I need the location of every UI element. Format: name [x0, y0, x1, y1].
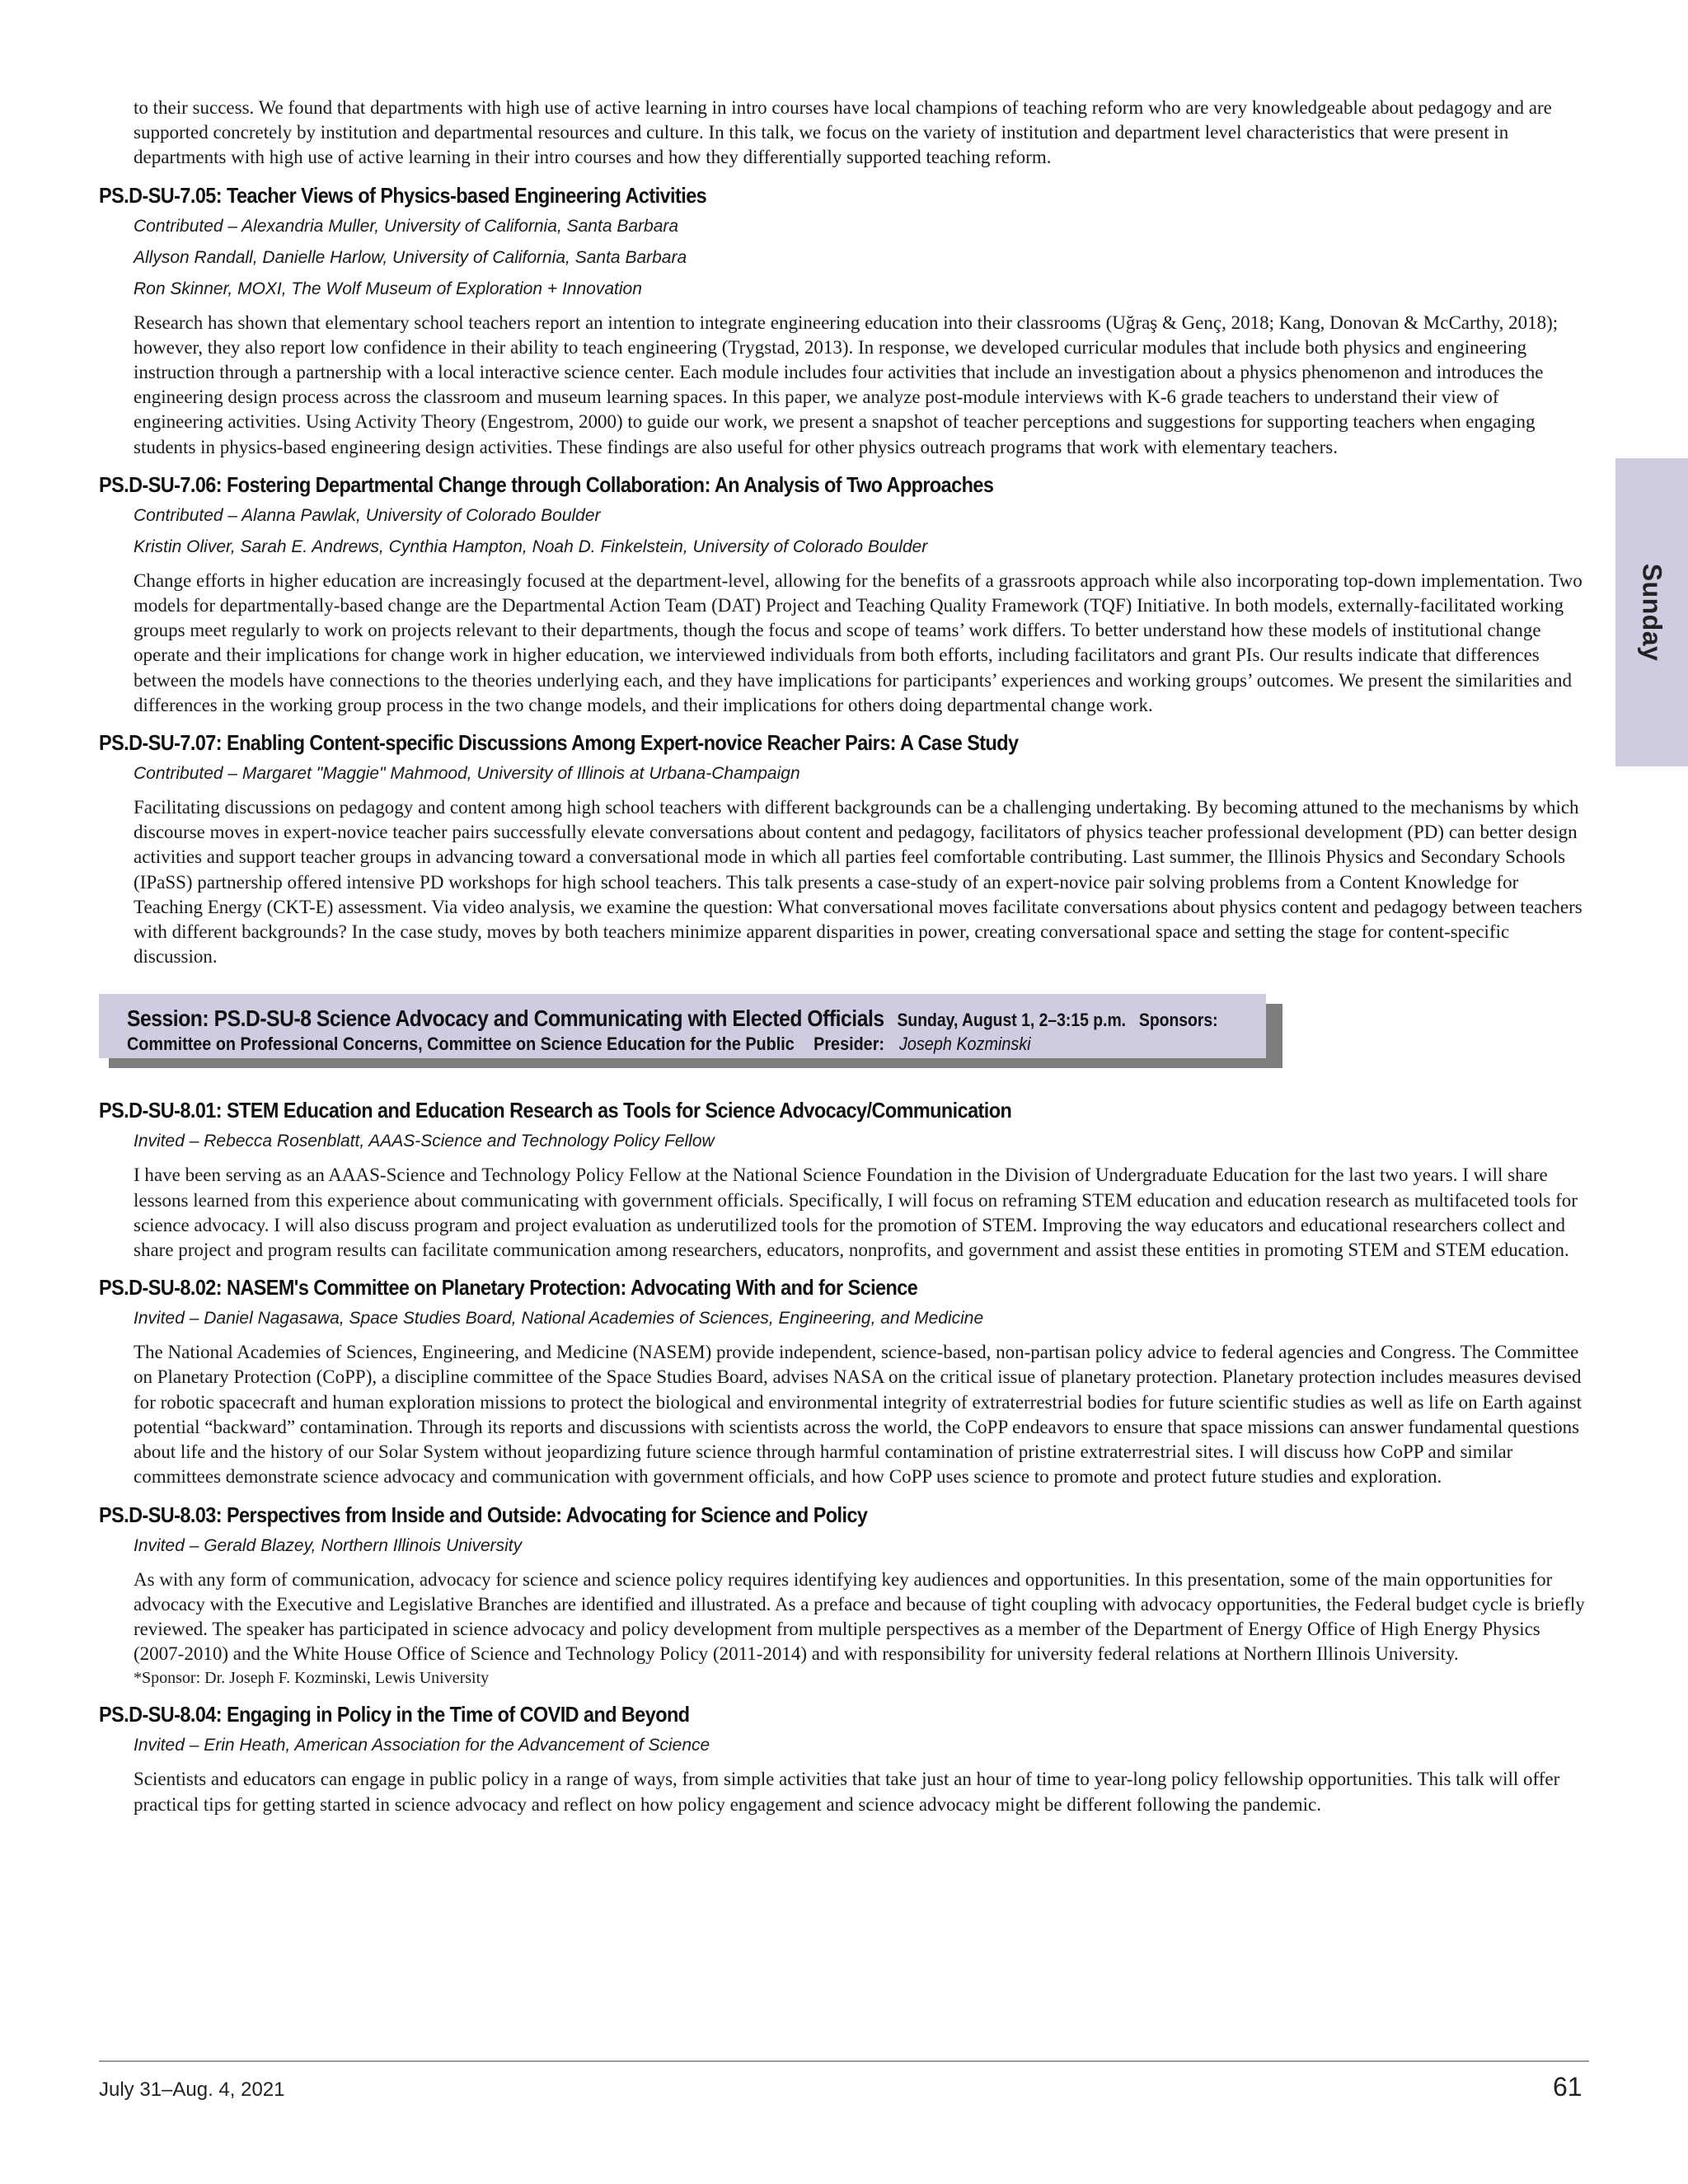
talk-author: Invited – Gerald Blazey, Northern Illinois University — [134, 1535, 523, 1555]
talk-entry — [99, 183, 1591, 460]
talk-abstract: The National Academies of Sciences, Engineering, and Medicine (NASEM) provide independent, science-based, non-partisan policy advice to federal agencies and Congress. The Committee on Planetary Protection (CoPP), a discipline committee of the Space Studies Board, advises NASA on the critical issue of planetary protection. Planetary protection includes measures devised for robotic spacecraft and human exploration missions to protect the biological and environmental integrity of extraterrestrial bodies for future scientific studies as well as life on Earth against potential “backward” contamination. Through its reports and discussions with scientists across the world, the CoPP endeavors to ensure that space missions can answer fundamental questions about life and the history of our Solar System without jeopardizing future science through harmful contamination of pristine extraterrestrial sites. I will discuss how CoPP and similar committees demonstrate science advocacy and communication with government officials, and how CoPP uses science to promote and protect future studies and exploration. — [134, 1342, 1582, 1488]
talk-title: PS.D-SU-8.02: NASEM's Committee on Planetary Protection: Advocating With and for Science — [99, 1275, 918, 1301]
session-sponsors: Committee on Professional Concerns, Committee on Science Education for the Public — [127, 1033, 795, 1055]
session-title: Session: PS.D-SU-8 Science Advocacy and Communicating with Elected Officials — [127, 1005, 884, 1032]
talk-abstract: As with any form of communication, advocacy for science and science policy requires identifying key audiences and opportunities. In this presentation, some of the main opportunities for advocacy with the Executive and Legislative Branches are identified and illustrated. As a preface and because of tight coupling with advocacy opportunities, the Federal budget cycle is briefly reviewed. The speaker has participated in science advocacy and policy development from multiple perspectives as a member of the Department of Energy Office of High Energy Physics (2007-2010) and the White House Office of Science and Technology Policy (2011-2014) and with responsibility for university federal relations at Northern Illinois University. — [134, 1568, 1585, 1665]
session-time: Sunday, August 1, 2–3:15 p.m. — [897, 1010, 1127, 1031]
session-sponsors-line — [127, 1033, 1031, 1055]
talk-entry — [99, 1502, 1591, 1690]
talk-entry — [99, 1702, 1591, 1816]
talk-author: Allyson Randall, Danielle Harlow, University of California, Santa Barbara — [134, 247, 687, 267]
footer-divider — [99, 2060, 1589, 2062]
talk-abstract: I have been serving as an AAAS-Science and Technology Policy Fellow at the National Science Foundation in the Division of Undergraduate Education for the last two years. I will share lessons learned from this experience about communicating with government officials. Specifically, I will focus on reframing STEM education and education research as multifaceted tools for science advocacy. I will also discuss program and project evaluation as underutilized tools for the promotion of STEM. Improving the way educators and educational researchers collect and share project and program results can facilitate communication among researchers, educators, nonprofits, and government and assist these entities in promoting STEM and STEM education. — [134, 1165, 1578, 1261]
talk-abstract: Research has shown that elementary school teachers report an intention to integrate engineering education into their classrooms (Uğraş & Genç, 2018; Kang, Donovan & McCarthy, 2018); however, they also report low confidence in their ability to teach engineering (Trygstad, 2013). In response, we developed curricular modules that include both physics and engineering instruction through a partnership with a local interactive science center. Each module includes four activities that include an investigation about a physics phenomenon and introduces the engineering design process across the classroom and museum learning spaces. In this paper, we analyze post-module interviews with K-6 grade teachers to understand their view of engineering activities. Using Activity Theory (Engestrom, 2000) to guide our work, we present a snapshot of teacher perceptions and suggestions for supporting teachers when engaging students in physics-based engineering design activities. These findings are also useful for other physics outreach programs that work with elementary teachers. — [134, 312, 1559, 457]
talks-before — [99, 183, 1591, 970]
talk-author: Contributed – Margaret "Maggie" Mahmood, University of Illinois at Urbana-Champaign — [134, 764, 800, 784]
talk-title: PS.D-SU-8.03: Perspectives from Inside and Outside: Advocating for Science and Policy — [99, 1502, 868, 1527]
talk-title: PS.D-SU-7.05: Teacher Views of Physics-based Engineering Activities — [99, 182, 707, 208]
day-side-tab — [1615, 458, 1688, 766]
talks-after — [99, 1098, 1591, 1816]
talk-abstract: Change efforts in higher education are increasingly focused at the department-level, allowing for the benefits of a grassroots approach while also incorporating top-down implementation. Two models for departmentally-based change are the Departmental Action Team (DAT) Project and Teaching Quality Framework (TQF) Initiative. In both models, externally-facilitated working groups meet regularly to work on projects relevant to their departments, though the focus and scope of teams’ work differs. To better understand how these models of institutional change operate and their implications for change work in higher education, we interviewed individuals from both efforts, including facilitators and grant PIs. Our results indicate that differences between the models have connections to the theories underlying each, and they have implications for participants’ experiences and working groups’ outcomes. We present the similarities and differences in the working group process in the two change models, and their implications for others doing departmental change work. — [134, 569, 1582, 715]
sponsor-note: *Sponsor: Dr. Joseph F. Kozminski, Lewis University — [134, 1669, 490, 1688]
session-banner-box — [99, 994, 1266, 1058]
talk-abstract: Scientists and educators can engage in public policy in a range of ways, from simple activities that take just an hour of time to year-long policy fellowship opportunities. This talk will offer practical tips for getting started in science advocacy and reflect on how policy engagement and science advocacy might be different following the pandemic. — [134, 1769, 1560, 1815]
talk-author: Ron Skinner, MOXI, The Wolf Museum of Exploration + Innovation — [134, 279, 642, 298]
session-banner — [99, 994, 1278, 1065]
talk-abstract: Facilitating discussions on pedagogy and content among high school teachers with different backgrounds can be a challenging undertaking. By becoming attuned to the mechanisms by which discourse moves in expert-novice teacher pairs successfully elevate conversations about content and pedagogy, facilitators of physics teacher professional development (PD) can better design activities and support teacher groups in advancing toward a conversational mode in which all parties feel comfortable contributing. Last summer, the Illinois Physics and Secondary Schools (IPaSS) partnership offered intensive PD workshops for high school teachers. This talk presents a case-study of an expert-novice pair solving problems from a Content Knowledge for Teaching Energy (CKT-E) assessment. Via video analysis, we examine the question: What conversational moves facilitate conversations about physics content and pedagogy between teachers with different backgrounds? In the case study, moves by both teachers minimize apparent disparities in power, creating conversational space and setting the stage for content-specific discussion. — [134, 797, 1582, 968]
session-header-line — [127, 1005, 1218, 1032]
talk-author: Contributed – Alexandria Muller, University of California, Santa Barbara — [134, 216, 679, 236]
talk-entry — [99, 472, 1591, 718]
page-content — [99, 96, 1591, 1817]
talk-author: Contributed – Alanna Pawlak, University of Colorado Boulder — [134, 505, 601, 525]
talk-title: PS.D-SU-7.07: Enabling Content-specific Discussions Among Expert-novice Reacher Pairs: A Case Study — [99, 730, 1019, 756]
talk-author: Invited – Daniel Nagasawa, Space Studies Board, National Academies of Sciences, Engineering, and Medicine — [134, 1309, 984, 1329]
session-presider-label: Presider: — [814, 1033, 884, 1055]
talk-title: PS.D-SU-7.06: Fostering Departmental Change through Collaboration: An Analysis of Two Approaches — [99, 471, 994, 497]
talk-entry — [99, 730, 1591, 969]
day-side-tab-label: Sunday — [1637, 563, 1667, 662]
talk-entry — [99, 1275, 1591, 1489]
talk-title: PS.D-SU-8.04: Engaging in Policy in the Time of COVID and Beyond — [99, 1702, 690, 1727]
footer-date: July 31–Aug. 4, 2021 — [99, 2079, 285, 2101]
talk-author: Invited – Rebecca Rosenblatt, AAAS-Science and Technology Policy Fellow — [134, 1132, 715, 1151]
session-presider: Joseph Kozminski — [898, 1033, 1031, 1055]
talk-author: Kristin Oliver, Sarah E. Andrews, Cynthia Hampton, Noah D. Finkelstein, University of Colorado Boulder — [134, 537, 928, 556]
page-number: 61 — [1553, 2072, 1582, 2102]
talk-title: PS.D-SU-8.01: STEM Education and Education Research as Tools for Science Advocacy/Communication — [99, 1098, 1012, 1123]
intro-paragraph: to their success. We found that departments with high use of active learning in intro courses have local champions of teaching reform who are very knowledgeable about pedagogy and are supported concretely by institution and departmental resources and culture. In this talk, we focus on the variety of institution and department level characteristics that were present in departments with high use of active learning in their intro courses and how they differentially supported teaching reform. — [134, 97, 1552, 168]
session-sponsors-label: Sponsors: — [1138, 1010, 1218, 1031]
talk-author: Invited – Erin Heath, American Association for the Advancement of Science — [134, 1736, 710, 1755]
talk-entry — [99, 1098, 1591, 1263]
